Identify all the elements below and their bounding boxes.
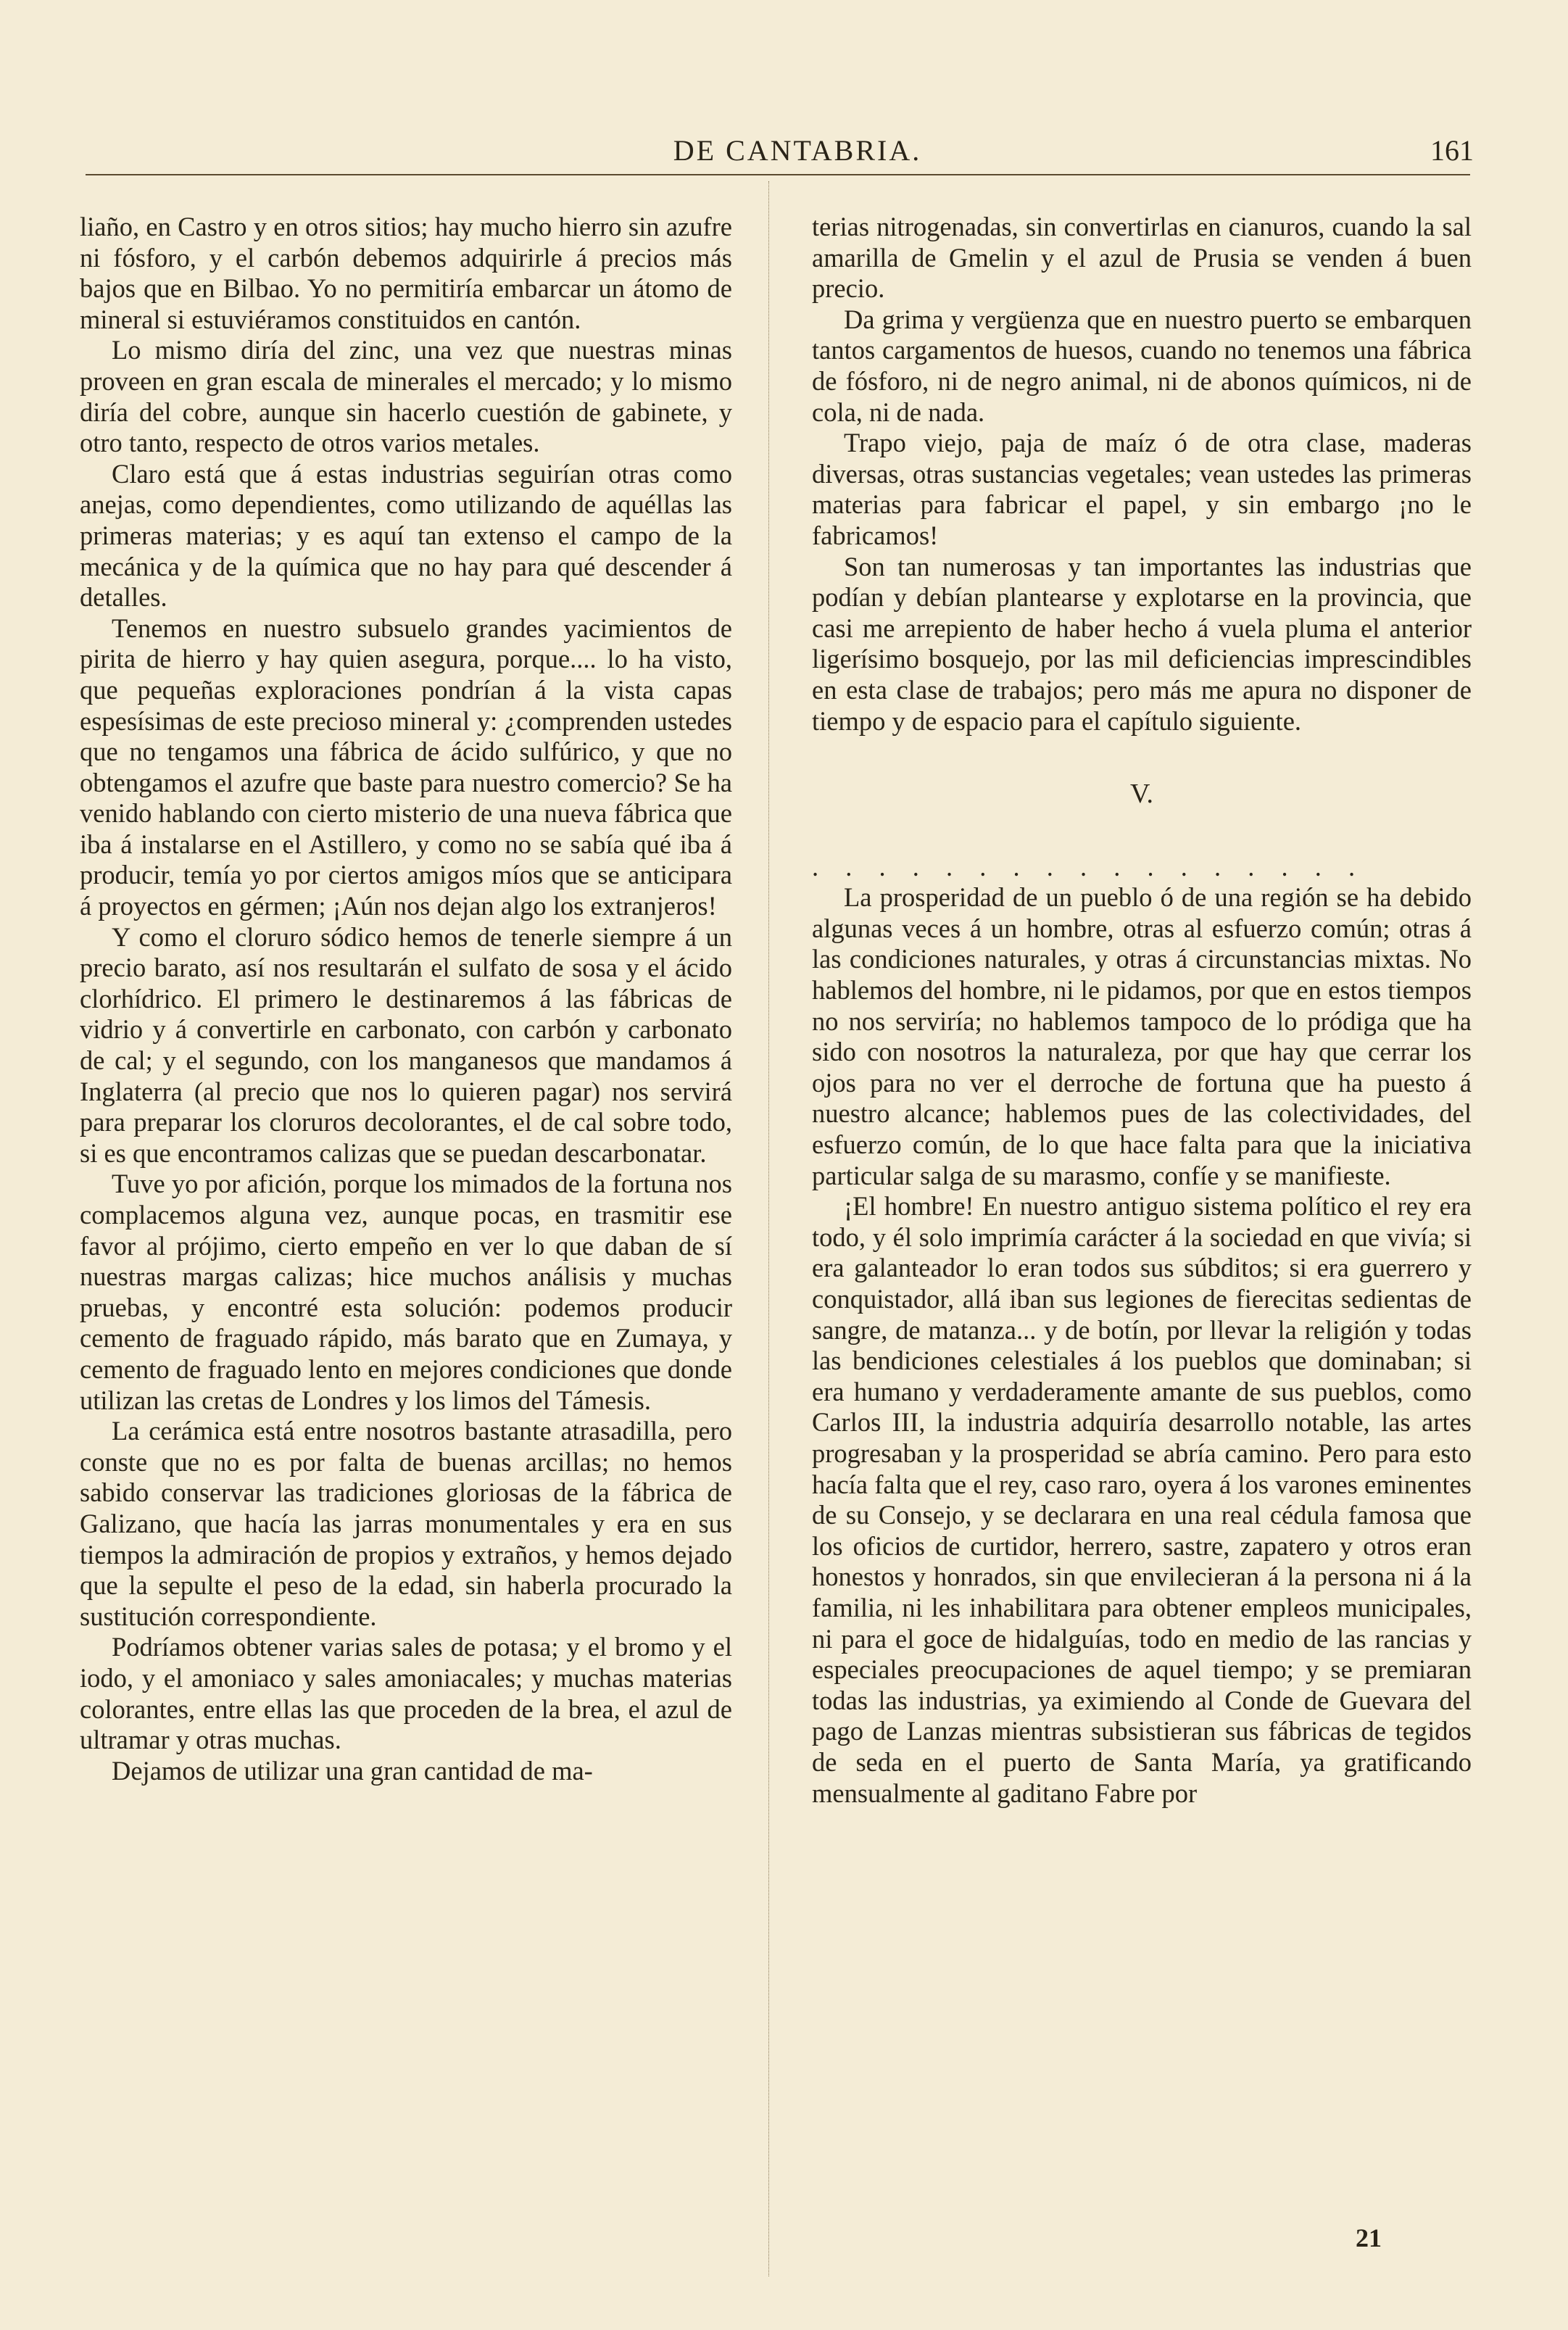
paragraph: Dejamos de utilizar una gran cantidad de ma- xyxy=(112,1755,593,1786)
running-title: DE CANTABRIA. xyxy=(673,134,922,167)
page-number: 161 xyxy=(1430,134,1474,167)
signature-mark: 21 xyxy=(1356,2223,1382,2252)
paragraph: Da grima y vergüenza que en nuestro puerto se embarquen tantos cargamentos de huesos, cuando no tenemos una fábrica de fósforo, ni de negro animal, ni de abonos químicos, ni de cola, ni de nada. xyxy=(812,304,1472,427)
paragraph: liaño, en Castro y en otros sitios; hay mucho hierro sin azufre ni fósforo, y el carbón debemos adquirirle á precios más bajos que en Bilbao. Yo no permitiría embarcar un átomo de mineral si estuviéramos constituidos en cantón. xyxy=(80,212,732,334)
header-rule xyxy=(86,174,1470,178)
paragraph: Podríamos obtener varias sales de potasa; y el bromo y el iodo, y el amoniaco y sales amoniacales; y muchas materias colorantes, entre ellas las que proceden de la brea, el azul de ultramar y otras muchas. xyxy=(80,1632,732,1755)
ellipsis-row: . . . . . . . . . . . . . . . . . xyxy=(812,851,1366,882)
column-divider xyxy=(768,181,771,2276)
paragraph: Tenemos en nuestro subsuelo grandes yacimientos de pirita de hierro y hay quien asegura, porque.... lo ha visto, que pequeñas exploraciones pondrían á la vista capas espesísimas de este precioso mineral y: ¿comprenden ustedes que no tengamos una fábrica de ácido sulfúrico, y que no obtengamos el azufre que baste para nuestro comercio? Se ha venido hablando con cierto misterio de una nueva fábrica que iba á instalarse en el Astillero, y como no se sabía qué iba á producir, temía yo por ciertos amigos míos que se anticipara á proyectos en gérmen; ¡Aún nos dejan algo los extranjeros! xyxy=(80,613,732,921)
left-column xyxy=(80,212,732,1786)
paragraph: Y como el cloruro sódico hemos de tenerle siempre á un precio barato, así nos resultarán el sulfato de sosa y el ácido clorhídrico. El primero le destinaremos á las fábricas de vidrio y á convertirle en carbonato, con carbón y carbonato de cal; y el segundo, con los manganesos que mandamos á Inglaterra (al precio que nos lo quieren pagar) nos servirá para preparar los cloruros decolorantes, el de cal sobre todo, si es que encontramos calizas que se puedan descarbonatar. xyxy=(80,921,732,1168)
running-header xyxy=(0,133,1568,170)
paragraph: terias nitrogenadas, sin convertirlas en cianuros, cuando la sal amarilla de Gmelin y el azul de Prusia se venden á buen precio. xyxy=(812,212,1472,304)
paragraph: Claro está que á estas industrias seguirían otras como anejas, como dependientes, como utilizando de aquéllas las primeras materias; y es aquí tan extenso el campo de la mecánica y de la química que no hay para qué descender á detalles. xyxy=(80,458,732,613)
paragraph: Trapo viejo, paja de maíz ó de otra clase, maderas diversas, otras sustancias vegetales; vean ustedes las primeras materias para fabricar el papel, y sin embargo ¡no le fabricamos! xyxy=(812,428,1472,550)
right-column xyxy=(812,212,1472,1809)
section-heading: V. xyxy=(1129,779,1154,810)
paragraph: Son tan numerosas y tan importantes las industrias que podían y debían plantearse y explotarse en la provincia, que casi me arrepiento de haber hecho á vuela pluma el anterior ligerísimo bosquejo, por las mil deficiencias imprescindibles en esta clase de trabajos; pero más me apura no disponer de tiempo y de espacio para el capítulo siguiente. xyxy=(812,551,1472,736)
paragraph: La prosperidad de un pueblo ó de una región se ha debido algunas veces á un hombre, otras al esfuerzo común; otras á las condiciones naturales, y otras á circunstancias mixtas. No hablemos del hombre, ni le pidamos, por que en estos tiempos no nos serviría; no hablemos tampoco de lo pródiga que ha sido con nosotros la naturaleza, por que hay que cerrar los ojos para no ver el derroche de fortuna que ha puesto á nuestro alcance; hablemos pues de las colectividades, del esfuerzo común, de lo que hace falta para que la iniciativa particular salga de su marasmo, confíe y se manifieste. xyxy=(812,882,1472,1190)
paragraph: Tuve yo por afición, porque los mimados de la fortuna nos complacemos alguna vez, aunque pocas, en trasmitir ese favor al prójimo, cierto empeño en ver lo que daban de sí nuestras margas calizas; hice muchos análisis y muchas pruebas, y encontré esta solución: podemos producir cemento de fraguado rápido, más barato que en Zumaya, y cemento de fraguado lento en mejores condiciones que donde utilizan las cretas de Londres y los limos del Támesis. xyxy=(80,1169,733,1415)
paragraph: ¡El hombre! En nuestro antiguo sistema político el rey era todo, y él solo imprimía carácter á la sociedad en que vivía; si era galanteador lo eran todos sus súbditos; si era guerrero y conquistador, allá iban sus legiones de fierecitas sedientas de sangre, de matanza... y de botín, por llevar la religión y todas las bendiciones celestiales á los pueblos que dominaban; si era humano y verdaderamente amante de sus pueblos, como Carlos III, la industria adquiría desarrollo notable, las artes progresaban y la prosperidad se abría camino. Pero para esto hacía falta que el rey, caso raro, oyera á los varones eminentes de su Consejo, y se declarara en una real cédula famosa que los oficios de curtidor, herrero, sastre, zapatero y otros eran honestos y honrados, sin que envilecieran á la persona ni á la familia, ni les inhabilitara para obtener empleos municipales, ni para el goce de hidalguías, todo en medio de las rancias y especiales preocupaciones de aquel tiempo; y se premiaran todas las industrias, ya eximiendo al Conde de Guevara del pago de Lanzas mientras subsistieran sus fábricas de tegidos de seda en el puerto de Santa María, ya gratificando mensualmente al gaditano Fabre por xyxy=(812,1191,1472,1808)
paragraph: La cerámica está entre nosotros bastante atrasadilla, pero conste que no es por falta de buenas arcillas; no hemos sabido conservar las tradiciones gloriosas de la fábrica de Galizano, que hacía las jarras monumentales y era en sus tiempos la admiración de propios y extraños, y hemos dejado que la sepulte el peso de la edad, sin haberla procurado la sustitución correspondiente. xyxy=(80,1416,732,1631)
paragraph: Lo mismo diría del zinc, una vez que nuestras minas proveen en gran escala de minerales el mercado; y lo mismo diría del cobre, aunque sin hacerlo cuestión de gabinete, y otro tanto, respecto de otros varios metales. xyxy=(80,335,732,458)
